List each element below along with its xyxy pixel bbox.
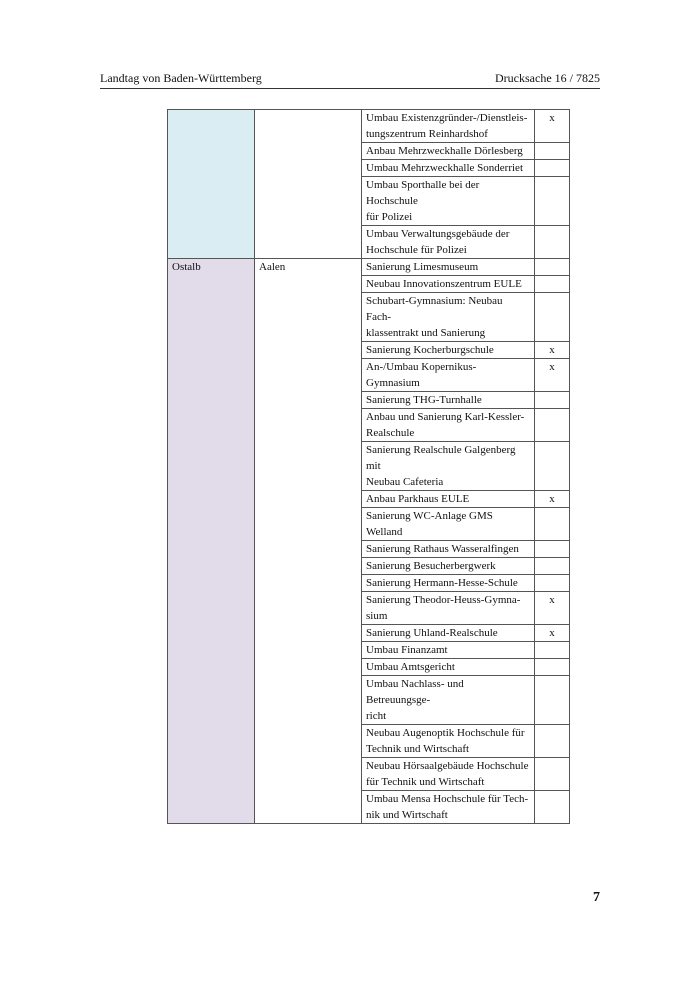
project-cell (362, 725, 535, 758)
project-cell (362, 259, 535, 276)
project-line: Realschule (366, 427, 415, 439)
mark-cell (535, 160, 570, 177)
project-cell (362, 359, 535, 392)
project-cell (362, 508, 535, 541)
project-line: sium (366, 610, 388, 622)
mark-cell (535, 725, 570, 758)
project-line: Anbau Parkhaus EULE (366, 493, 470, 505)
project-line: Umbau Amtsgericht (366, 661, 455, 673)
project-line: Anbau Mehrzweckhalle Dörlesberg (366, 145, 523, 157)
project-line: Sanierung Uhland-Realschule (366, 627, 498, 639)
project-line: Sanierung WC-Anlage GMS Welland (366, 510, 493, 538)
project-line: richt (366, 710, 387, 722)
project-cell (362, 592, 535, 625)
project-line: Sanierung Rathaus Wasseralfingen (366, 543, 519, 555)
city-cell (255, 110, 362, 259)
project-cell (362, 642, 535, 659)
project-cell (362, 409, 535, 442)
project-cell (362, 758, 535, 791)
mark-cell (535, 791, 570, 824)
project-cell (362, 177, 535, 226)
mark-cell: x (535, 342, 570, 359)
mark-cell (535, 659, 570, 676)
mark-cell (535, 508, 570, 541)
project-cell (362, 676, 535, 725)
project-cell (362, 226, 535, 259)
project-line: für Technik und Wirtschaft (366, 776, 485, 788)
table-row (168, 259, 570, 276)
project-line: Umbau Mehrzweckhalle Sonderriet (366, 162, 523, 174)
project-cell (362, 575, 535, 592)
project-line: Sanierung Theodor-Heuss-Gymna- (366, 594, 521, 606)
mark-cell (535, 758, 570, 791)
city-cell: Aalen (255, 259, 362, 824)
header-parliament-name: Landtag von Baden-Württemberg (100, 71, 262, 85)
project-line: nik und Wirtschaft (366, 809, 448, 821)
project-cell (362, 293, 535, 342)
mark-cell (535, 293, 570, 342)
project-table-body (168, 110, 570, 824)
project-line: für Polizei (366, 211, 413, 223)
mark-cell (535, 442, 570, 491)
mark-cell: x (535, 359, 570, 392)
project-cell (362, 110, 535, 143)
project-cell (362, 541, 535, 558)
project-line: tungszentrum Reinhardshof (366, 128, 488, 140)
project-cell (362, 442, 535, 491)
mark-cell (535, 558, 570, 575)
project-line: Sanierung Kocherburgschule (366, 344, 494, 356)
project-line: Sanierung Realschule Galgenberg mit (366, 444, 516, 472)
mark-cell (535, 575, 570, 592)
mark-cell: x (535, 491, 570, 508)
page-number: 7 (593, 890, 600, 905)
mark-cell (535, 177, 570, 226)
project-line: Neubau Hörsaalgebäude Hochschule (366, 760, 529, 772)
project-line: Technik und Wirtschaft (366, 743, 470, 755)
project-line: Umbau Nachlass- und Betreuungsge- (366, 678, 464, 706)
project-cell (362, 625, 535, 642)
mark-cell (535, 676, 570, 725)
project-cell (362, 558, 535, 575)
project-line: Sanierung THG-Turnhalle (366, 394, 482, 406)
project-cell (362, 392, 535, 409)
project-line: Schubart-Gymnasium: Neubau Fach- (366, 295, 503, 323)
project-line: Umbau Finanzamt (366, 644, 448, 656)
project-table (167, 109, 570, 824)
mark-cell (535, 226, 570, 259)
mark-cell: x (535, 592, 570, 625)
mark-cell (535, 276, 570, 293)
project-line: Umbau Verwaltungsgebäude der (366, 228, 510, 240)
mark-cell (535, 409, 570, 442)
header-document-number: Drucksache 16 / 7825 (495, 71, 600, 85)
project-line: Neubau Innovationszentrum EULE (366, 278, 522, 290)
project-line: Sanierung Besucherbergwerk (366, 560, 496, 572)
project-line: Neubau Cafeteria (366, 476, 444, 488)
project-line: Sanierung Hermann-Hesse-Schule (366, 577, 518, 589)
region-cell: Ostalb (168, 259, 255, 824)
mark-cell (535, 143, 570, 160)
project-cell (362, 491, 535, 508)
project-cell (362, 160, 535, 177)
project-line: An-/Umbau Kopernikus-Gymnasium (366, 361, 477, 389)
project-line: Umbau Sporthalle bei der Hochschule (366, 179, 480, 207)
mark-cell: x (535, 110, 570, 143)
project-cell (362, 659, 535, 676)
project-line: Neubau Augenoptik Hochschule für (366, 727, 525, 739)
project-cell (362, 143, 535, 160)
project-cell (362, 791, 535, 824)
table-row (168, 110, 570, 143)
mark-cell: x (535, 625, 570, 642)
project-line: Sanierung Limesmuseum (366, 261, 479, 273)
mark-cell (535, 392, 570, 409)
page-header (100, 70, 600, 89)
project-line: Hochschule für Polizei (366, 244, 467, 256)
project-cell (362, 342, 535, 359)
region-cell (168, 110, 255, 259)
project-line: klassentrakt und Sanierung (366, 327, 486, 339)
mark-cell (535, 541, 570, 558)
mark-cell (535, 642, 570, 659)
project-cell (362, 276, 535, 293)
mark-cell (535, 259, 570, 276)
project-line: Umbau Mensa Hochschule für Tech- (366, 793, 529, 805)
project-line: Umbau Existenzgründer-/Dienstleis- (366, 112, 528, 124)
project-line: Anbau und Sanierung Karl-Kessler- (366, 411, 525, 423)
